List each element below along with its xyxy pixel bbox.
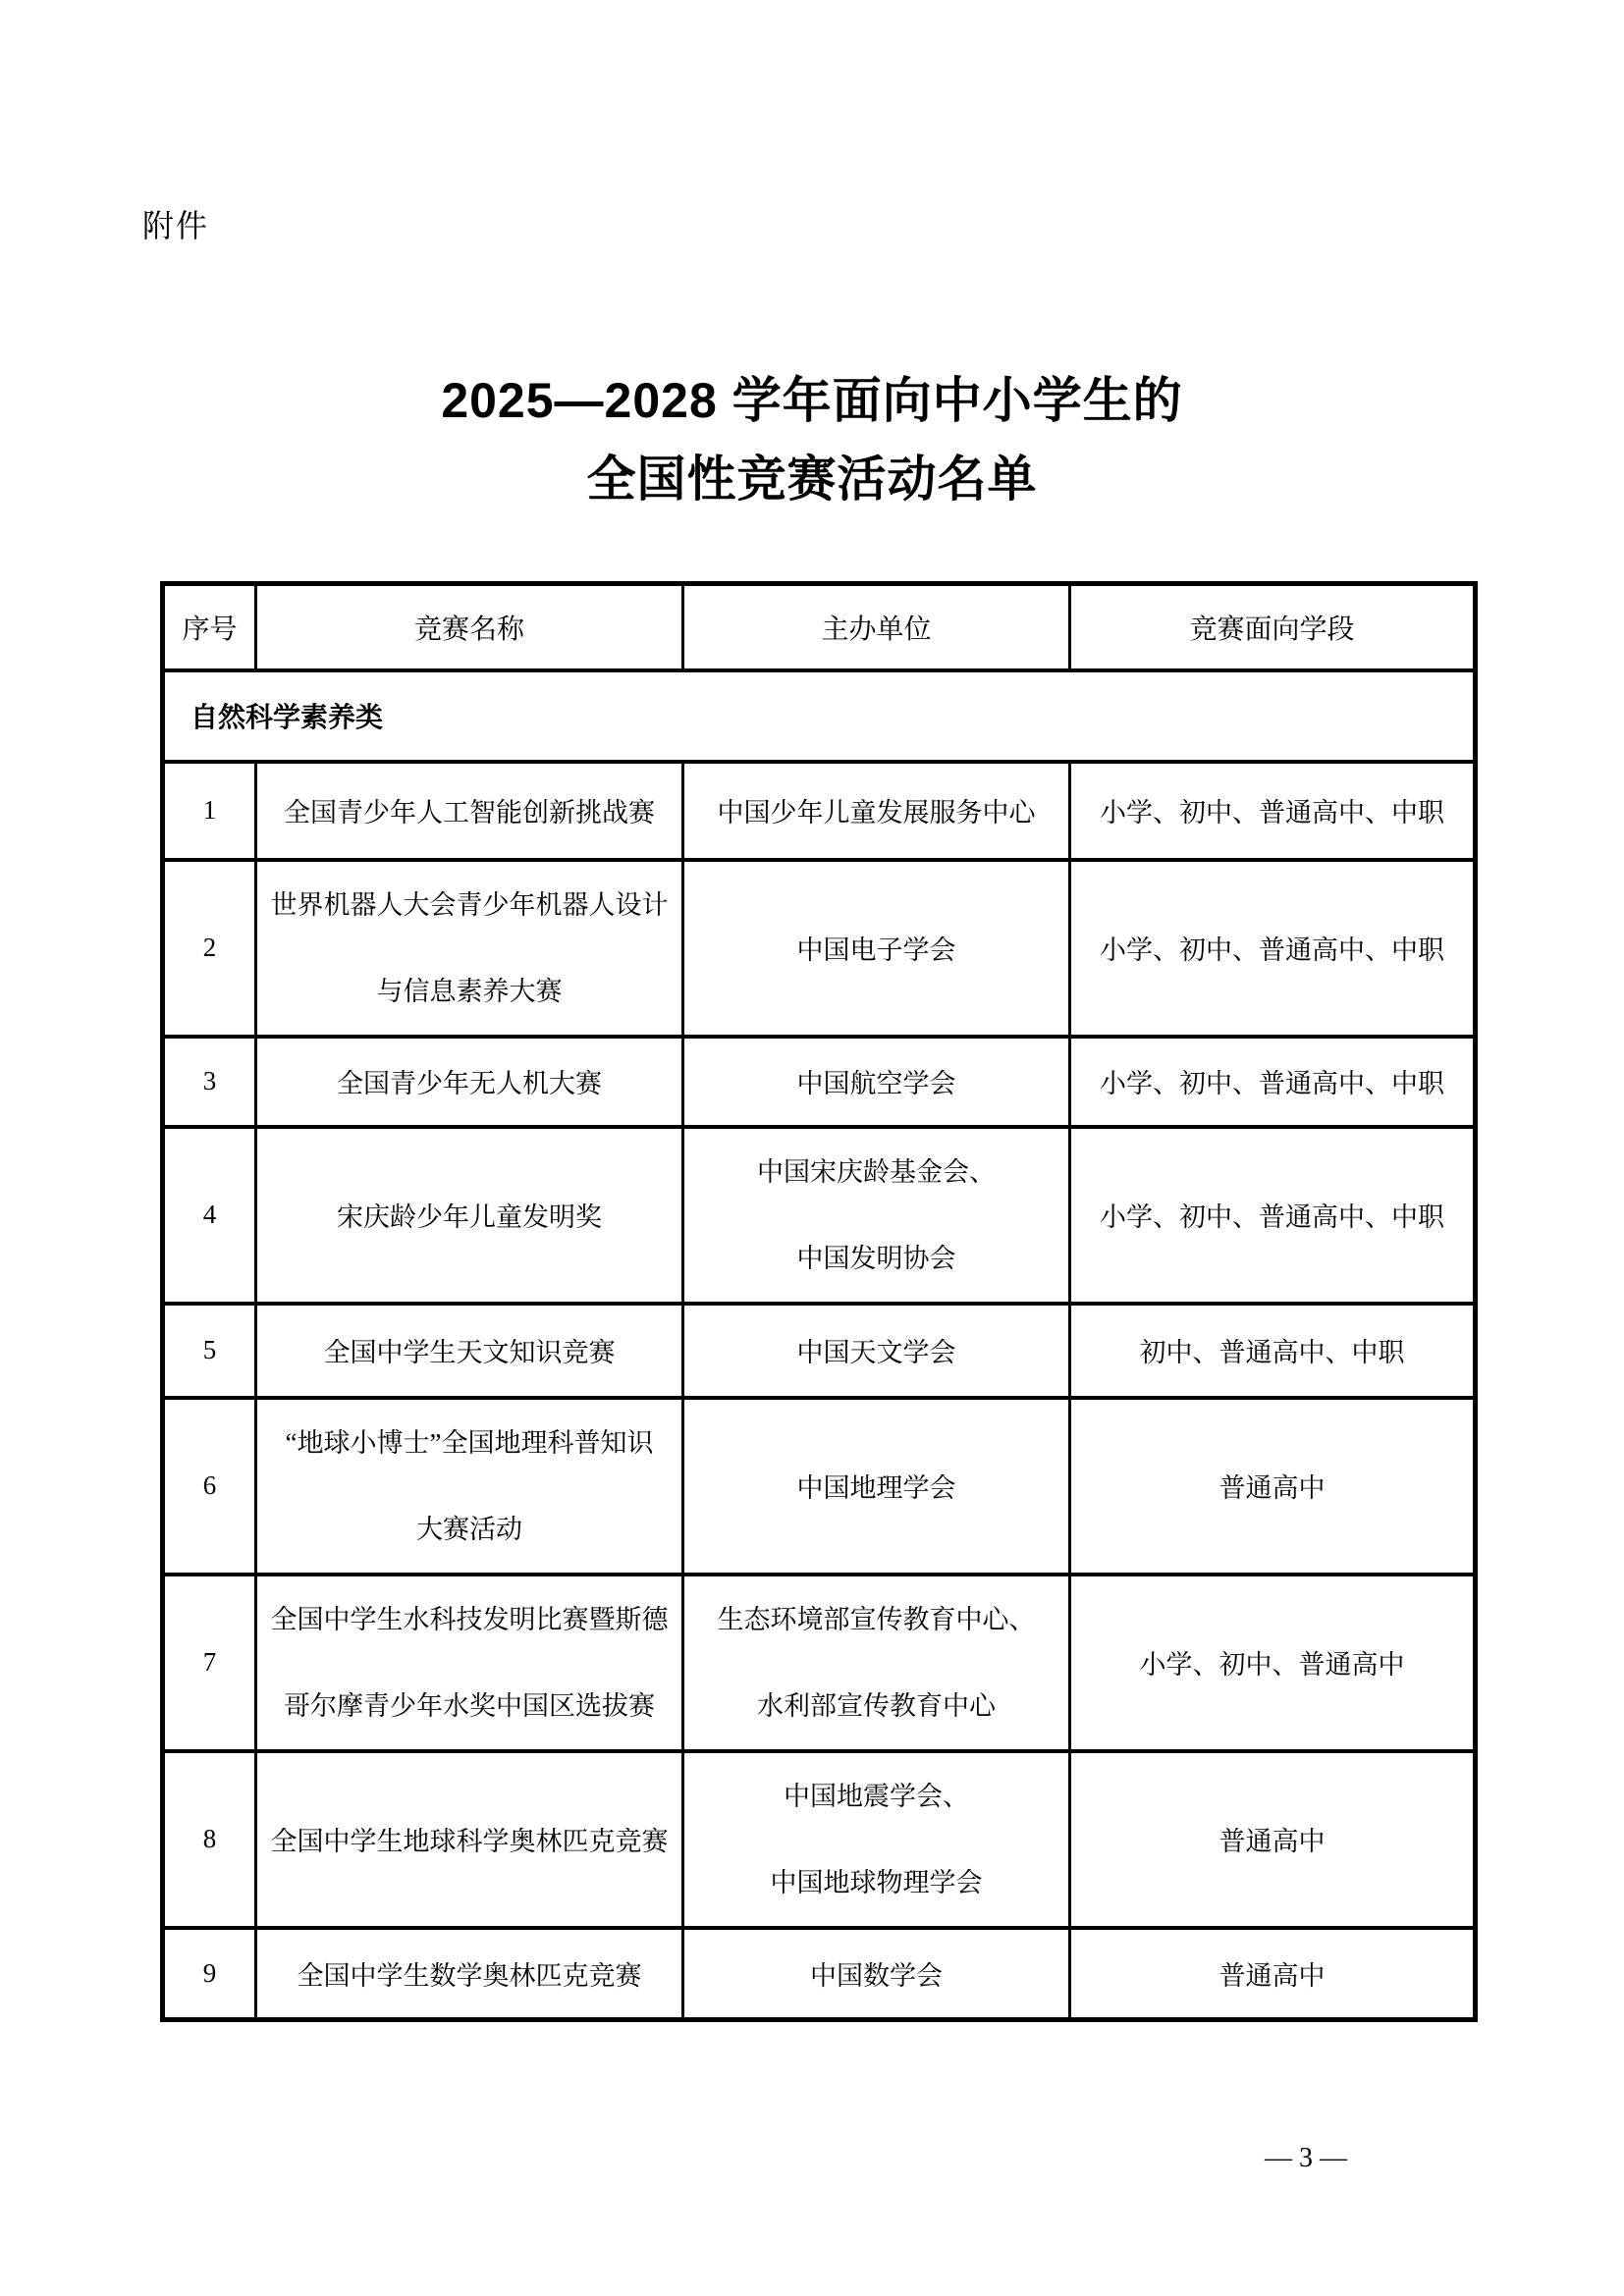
table-row — [163, 1751, 1476, 1928]
cell-no: 8 — [163, 1751, 256, 1928]
cell-no: 9 — [163, 1928, 256, 2020]
table-row — [163, 762, 1476, 860]
cell-organizer-line2: 中国地球物理学会 — [770, 1867, 983, 1897]
table-header-row — [163, 584, 1476, 670]
cell-stages: 小学、初中、普通高中、中职 — [1070, 1127, 1476, 1304]
cell-name: 全国青少年无人机大赛 — [256, 1037, 683, 1127]
cell-organizer: 中国航空学会 — [683, 1037, 1070, 1127]
cell-stages: 普通高中 — [1070, 1398, 1476, 1575]
cell-no: 4 — [163, 1127, 256, 1304]
cell-no: 7 — [163, 1575, 256, 1751]
cell-stages: 小学、初中、普通高中、中职 — [1070, 1037, 1476, 1127]
cell-name: 全国中学生数学奥林匹克竞赛 — [256, 1928, 683, 2020]
cell-organizer: 中国天文学会 — [683, 1304, 1070, 1398]
cell-no: 1 — [163, 762, 256, 860]
cell-name-line1: 世界机器人大会青少年机器人设计 — [270, 889, 669, 920]
header-cell-no: 序号 — [163, 584, 256, 670]
cell-name: 全国中学生天文知识竞赛 — [256, 1304, 683, 1398]
cell-no: 6 — [163, 1398, 256, 1575]
cell-organizer: 中国电子学会 — [683, 860, 1070, 1037]
page-number: — 3 — — [1265, 2143, 1347, 2173]
cell-name-line2: 与信息素养大赛 — [376, 976, 563, 1006]
cell-name: 全国青少年人工智能创新挑战赛 — [256, 762, 683, 860]
cell-organizer — [683, 1575, 1070, 1751]
cell-organizer-line1: 中国宋庆龄基金会、 — [757, 1156, 996, 1187]
cell-no: 3 — [163, 1037, 256, 1127]
table-row — [163, 1037, 1476, 1127]
cell-name: 宋庆龄少年儿童发明奖 — [256, 1127, 683, 1304]
table-row — [163, 1127, 1476, 1304]
table-row — [163, 1304, 1476, 1398]
table-row — [163, 1575, 1476, 1751]
cell-stages: 普通高中 — [1070, 1928, 1476, 2020]
cell-no: 5 — [163, 1304, 256, 1398]
cell-organizer-line2: 水利部宣传教育中心 — [757, 1690, 996, 1721]
cell-organizer — [683, 1751, 1070, 1928]
cell-name-line1: 全国中学生水科技发明比赛暨斯德 — [270, 1604, 669, 1634]
cell-stages: 小学、初中、普通高中 — [1070, 1575, 1476, 1751]
section-row — [163, 670, 1476, 762]
cell-name — [256, 1398, 683, 1575]
competition-table — [160, 581, 1478, 2022]
cell-stages: 普通高中 — [1070, 1751, 1476, 1928]
document-title-line2: 全国性竞赛活动名单 — [586, 452, 1038, 507]
cell-name-line2: 哥尔摩青少年水奖中国区选拔赛 — [284, 1690, 655, 1721]
cell-stages: 初中、普通高中、中职 — [1070, 1304, 1476, 1398]
table-row — [163, 1928, 1476, 2020]
cell-organizer-line1: 生态环境部宣传教育中心、 — [717, 1604, 1036, 1634]
cell-organizer-line2: 中国发明协会 — [796, 1243, 956, 1273]
attachment-label: 附件 — [142, 208, 210, 243]
cell-organizer — [683, 1127, 1070, 1304]
cell-name: 全国中学生地球科学奥林匹克竞赛 — [256, 1751, 683, 1928]
document-title-line1: 2025—2028 学年面向中小学生的 — [441, 373, 1183, 428]
cell-name-line1: “地球小博士”全国地理科普知识 — [285, 1427, 654, 1458]
cell-name — [256, 1575, 683, 1751]
cell-stages: 小学、初中、普通高中、中职 — [1070, 762, 1476, 860]
section-label: 自然科学素养类 — [163, 670, 1476, 762]
cell-organizer: 中国少年儿童发展服务中心 — [683, 762, 1070, 860]
header-cell-stages: 竞赛面向学段 — [1070, 584, 1476, 670]
cell-name — [256, 860, 683, 1037]
cell-no: 2 — [163, 860, 256, 1037]
cell-name-line2: 大赛活动 — [416, 1514, 522, 1544]
cell-organizer: 中国地理学会 — [683, 1398, 1070, 1575]
header-cell-name: 竞赛名称 — [256, 584, 683, 670]
table-row — [163, 860, 1476, 1037]
cell-organizer-line1: 中国地震学会、 — [784, 1781, 969, 1811]
header-cell-organizer: 主办单位 — [683, 584, 1070, 670]
cell-stages: 小学、初中、普通高中、中职 — [1070, 860, 1476, 1037]
table-row — [163, 1398, 1476, 1575]
cell-organizer: 中国数学会 — [683, 1928, 1070, 2020]
document-title — [0, 361, 1624, 518]
